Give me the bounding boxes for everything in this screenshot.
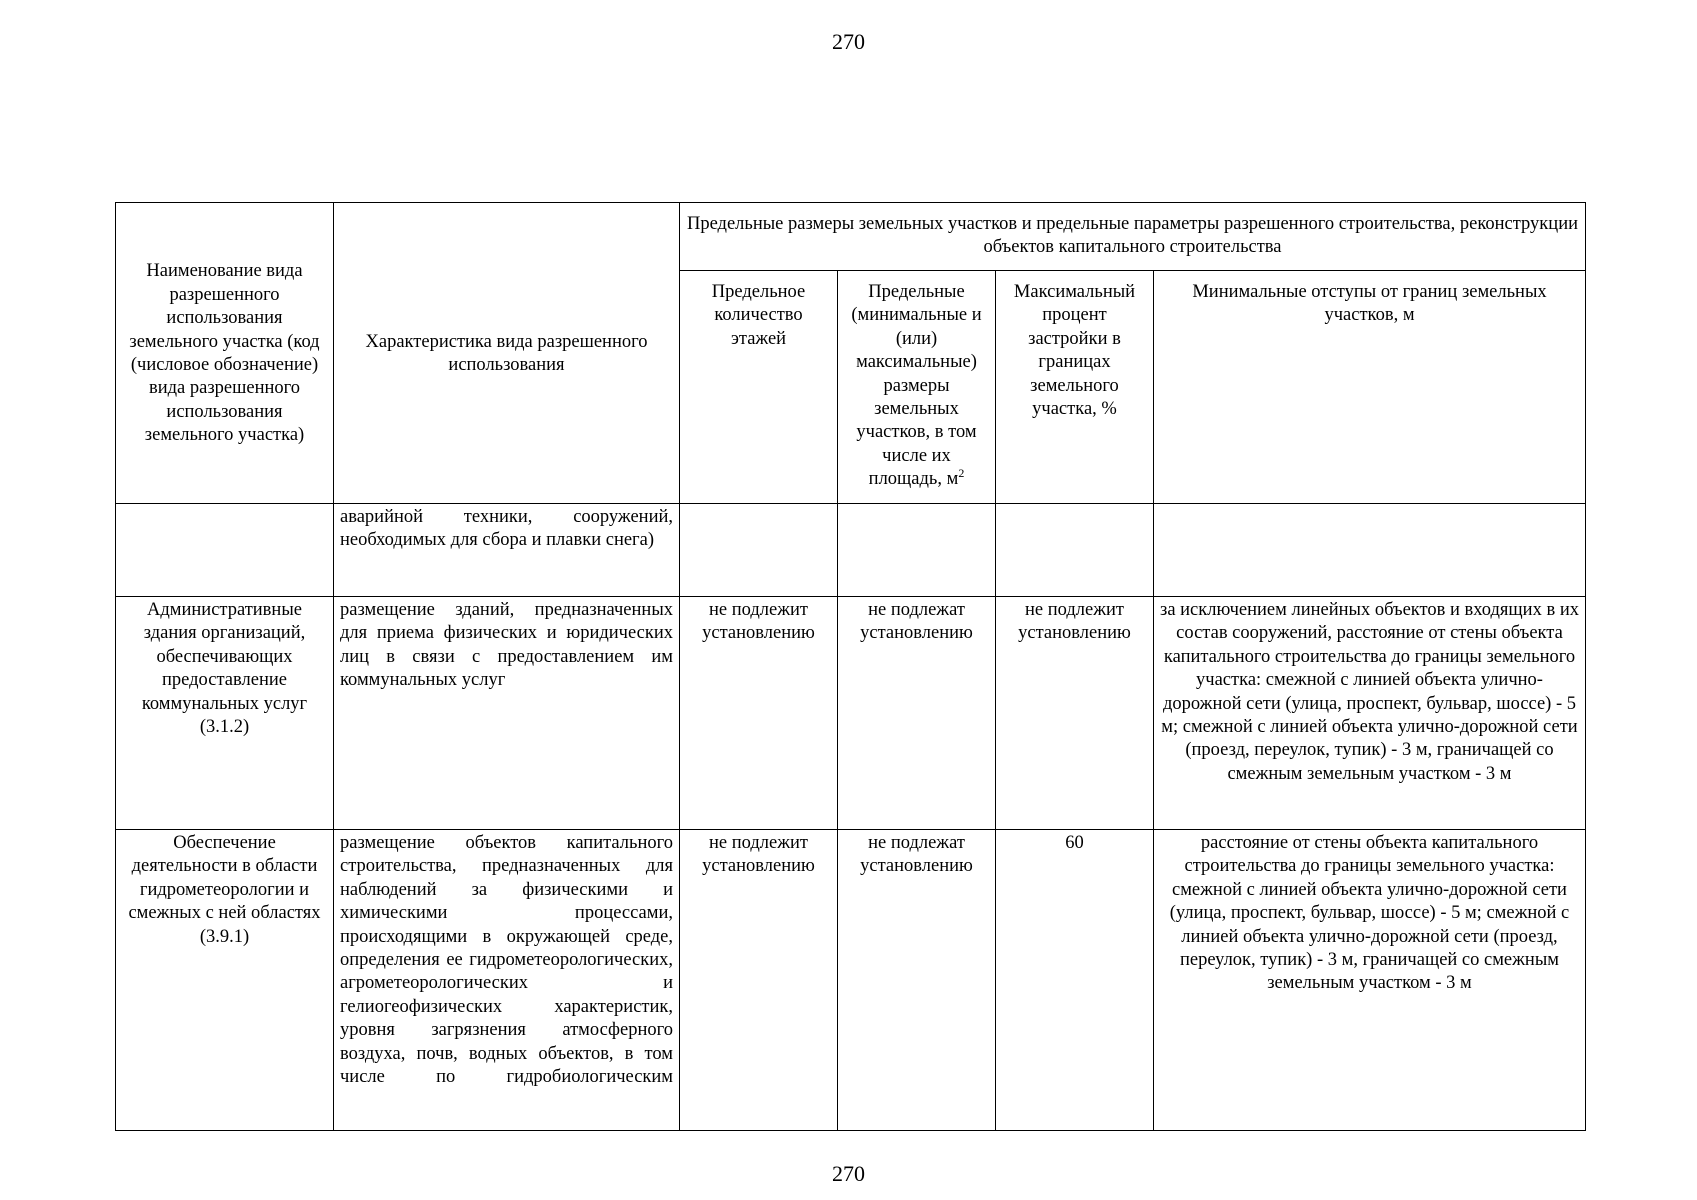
cell-plot-size: не подлежат установлению [838,597,996,830]
cell-floors: не подлежит установлению [680,597,838,830]
page-number-top: 270 [832,29,865,54]
header-floors: Предельное количество этажей [680,271,838,504]
cell-max-percent: не подлежит установлению [996,597,1154,830]
header-setbacks: Минимальные отступы от границ земельных участков, м [1154,271,1586,504]
cell-plot-size [838,504,996,597]
cell-setbacks: за исключением линейных объектов и входящих в их состав сооружений, расстояние от стены объекта капитального строительства до границы земельного участка: смежной с линией объекта улично-дорожной сети (улица, проспект, бульвар, шоссе) - 5 м; смежной с линией объекта улично-дорожной сети (проезд, переулок, тупик) - 3 м, граничащей со смежным земельным участком - 3 м [1154,597,1586,830]
header-plot-size-text: Предельные (минимальные и (или) максимальные) размеры земельных участков, в том числе их площадь, м [851,282,982,490]
header-name: Наименование вида разрешенного использования земельного участка (код (числовое обозначение) вида разрешенного использования земельного участка) [116,203,334,504]
cell-floors: не подлежит установлению [680,830,838,1131]
cell-setbacks [1154,504,1586,597]
cell-characteristic: размещение зданий, предназначенных для приема физических и юридических лиц в связи с предоставлением им коммунальных услуг [334,597,680,830]
page-number-bottom: 270 [832,1161,865,1186]
cell-max-percent: 60 [996,830,1154,1131]
header-plot-size [838,271,996,504]
land-use-regulations-table [115,202,1586,1131]
header-row-1 [116,203,1586,271]
header-limits-group: Предельные размеры земельных участков и предельные параметры разрешенного строительства, реконструкции объектов капитального строительства [680,203,1586,271]
header-plot-size-sup: 2 [958,466,965,481]
cell-name: Административные здания организаций, обеспечивающих предоставление коммунальных услуг (3.1.2) [116,597,334,830]
cell-characteristic: аварийной техники, сооружений, необходимых для сбора и плавки снега) [334,504,680,597]
cell-name [116,504,334,597]
cell-plot-size: не подлежат установлению [838,830,996,1131]
cell-characteristic: размещение объектов капитального строительства, предназначенных для наблюдений за физическими и химическими процессами, происходящими в окружающей среде, определения ее гидрометеорологических, агрометеорологических и гелиогеофизических характеристик, уровня загрязнения атмосферного воздуха, почв, водных объектов, в том числе по гидробиологическим [334,830,680,1131]
header-max-percent: Максимальный процент застройки в границах земельного участка, % [996,271,1154,504]
table-row [116,504,1586,597]
header-characteristic: Характеристика вида разрешенного использования [334,203,680,504]
cell-name: Обеспечение деятельности в области гидрометеорологии и смежных с ней областях (3.9.1) [116,830,334,1131]
cell-floors [680,504,838,597]
table-row [116,597,1586,830]
table-row [116,830,1586,1131]
cell-max-percent [996,504,1154,597]
cell-setbacks: расстояние от стены объекта капитального строительства до границы земельного участка: смежной с линией объекта улично-дорожной сети (улица, проспект, бульвар, шоссе) - 5 м; смежной с линией объекта улично-дорожной сети (проезд, переулок, тупик) - 3 м, граничащей со смежным земельным участком - 3 м [1154,830,1586,1131]
